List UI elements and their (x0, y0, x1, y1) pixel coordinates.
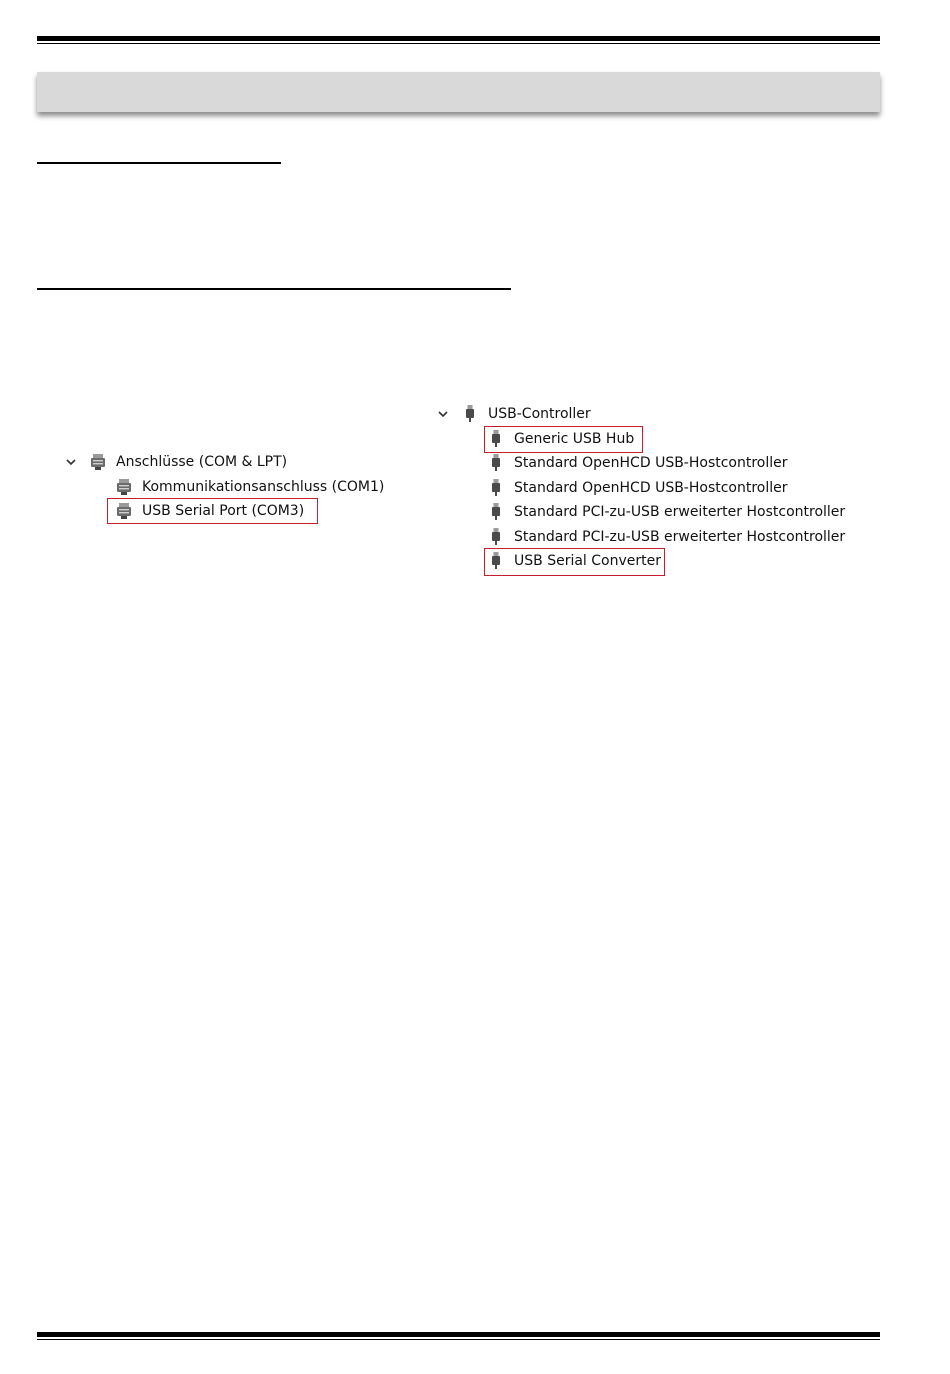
tree-category-ports[interactable] (66, 450, 287, 474)
tree-category-usb-controller[interactable] (438, 402, 591, 426)
tree-item-label: USB Serial Port (COM3) (142, 503, 305, 519)
heading-underline-2 (37, 288, 511, 290)
tree-item-label: Standard OpenHCD USB-Hostcontroller (514, 480, 788, 496)
top-rule (37, 36, 880, 41)
tree-category-label: Anschlüsse (COM & LPT) (116, 454, 288, 470)
usb-plug-icon (488, 479, 504, 497)
usb-plug-icon (488, 528, 504, 546)
bottom-rule (37, 1332, 880, 1337)
tree-item-pci-usb-2[interactable] (488, 525, 845, 549)
top-rule-thin (37, 43, 880, 44)
highlight-box (107, 498, 318, 524)
section-header-band (37, 72, 880, 112)
usb-plug-icon (488, 454, 504, 472)
usb-plug-icon (462, 405, 478, 423)
tree-item-label: Standard OpenHCD USB-Hostcontroller (514, 455, 788, 471)
tree-item-label: USB Serial Converter (514, 553, 661, 569)
chevron-down-icon[interactable] (66, 457, 76, 467)
serial-port-icon (90, 453, 106, 471)
bottom-rule-thin (37, 1339, 880, 1340)
highlight-box (484, 548, 665, 576)
tree-item-openhcd-1[interactable] (488, 451, 788, 475)
tree-item-com1[interactable] (116, 475, 384, 499)
tree-item-label: Standard PCI-zu-USB erweiterter Hostcontroller (514, 504, 846, 520)
tree-item-label: Kommunikationsanschluss (COM1) (142, 479, 385, 495)
chevron-down-icon[interactable] (438, 409, 448, 419)
tree-category-label: USB-Controller (488, 406, 591, 422)
usb-plug-icon (488, 503, 504, 521)
highlight-box (484, 426, 643, 453)
heading-underline-1 (37, 162, 281, 164)
tree-item-openhcd-2[interactable] (488, 476, 788, 500)
serial-port-icon (116, 478, 132, 496)
tree-item-pci-usb-1[interactable] (488, 500, 845, 524)
tree-item-label: Generic USB Hub (514, 431, 635, 447)
tree-item-label: Standard PCI-zu-USB erweiterter Hostcontroller (514, 529, 846, 545)
